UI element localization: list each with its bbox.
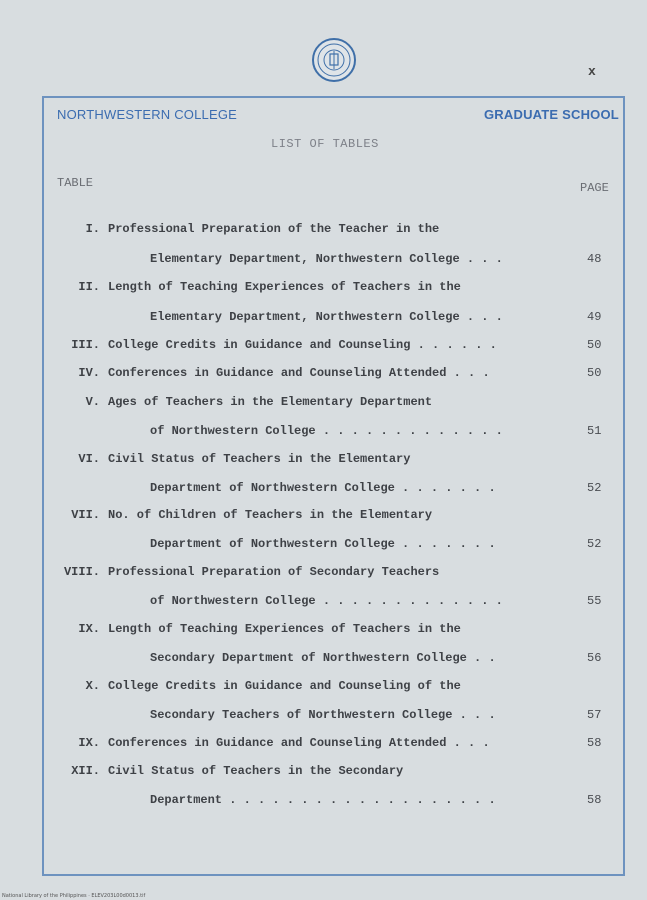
entry-number: IX. (78, 736, 100, 750)
entry-title-cont: Department of Northwestern College . . . . . . . (150, 481, 496, 495)
entry-title: Length of Teaching Experiences of Teachers in the (108, 280, 461, 294)
entry-page: 48 (587, 252, 602, 266)
page-number: x (588, 64, 596, 79)
entry-number: X. (85, 679, 100, 693)
entry-title-cont: Department of Northwestern College . . . . . . . (150, 537, 496, 551)
entry-page: 51 (587, 424, 602, 438)
entry-number: V. (85, 395, 100, 409)
column-header-page: PAGE (580, 181, 609, 195)
page-title: LIST OF TABLES (271, 137, 379, 151)
entry-title: College Credits in Guidance and Counseling of the (108, 679, 461, 693)
entry-page: 49 (587, 310, 602, 324)
entry-title-cont: Secondary Department of Northwestern College . . (150, 651, 496, 665)
scan-footer: National Library of the Philippines · ELEV203L00d0013.tif (2, 893, 146, 899)
entry-number: XII. (71, 764, 100, 778)
entry-title-cont: of Northwestern College . . . . . . . . . . . . . (150, 594, 503, 608)
entry-title-cont: of Northwestern College . . . . . . . . . . . . . (150, 424, 503, 438)
entry-title: Length of Teaching Experiences of Teachers in the (108, 622, 461, 636)
entry-title: Conferences in Guidance and Counseling Attended . . . (108, 736, 490, 750)
entry-title: Civil Status of Teachers in the Secondary (108, 764, 404, 778)
entry-page: 58 (587, 736, 602, 750)
entry-title-cont: Elementary Department, Northwestern College . . . (150, 310, 503, 324)
college-name: NORTHWESTERN COLLEGE (57, 107, 238, 122)
entry-page: 57 (587, 708, 602, 722)
entry-page: 52 (587, 537, 602, 551)
entry-title-cont: Secondary Teachers of Northwestern College . . . (150, 708, 496, 722)
entry-title: No. of Children of Teachers in the Elementary (108, 508, 433, 522)
entry-page: 50 (587, 366, 602, 380)
entry-number: III. (71, 338, 100, 352)
column-header-table: TABLE (57, 176, 94, 190)
entry-number: IX. (78, 622, 100, 636)
entry-number: IV. (78, 366, 100, 380)
entry-number: VII. (71, 508, 100, 522)
college-seal-icon (312, 38, 356, 82)
entry-title: Ages of Teachers in the Elementary Department (108, 395, 433, 409)
entry-title: Conferences in Guidance and Counseling Attended . . . (108, 366, 490, 380)
entry-title: Professional Preparation of Secondary Teachers (108, 565, 440, 579)
entry-title: Civil Status of Teachers in the Elementary (108, 452, 411, 466)
entry-page: 56 (587, 651, 602, 665)
entry-number: II. (78, 280, 100, 294)
entry-number: VI. (78, 452, 100, 466)
entry-number: I. (85, 222, 100, 236)
entry-title: Professional Preparation of the Teacher in the (108, 222, 440, 236)
entry-number: VIII. (63, 565, 100, 579)
entry-title: College Credits in Guidance and Counseling . . . . . . (108, 338, 497, 352)
school-name: GRADUATE SCHOOL (484, 107, 619, 122)
entry-page: 50 (587, 338, 602, 352)
entry-page: 55 (587, 594, 602, 608)
entry-title-cont: Department . . . . . . . . . . . . . . . . . . . (150, 793, 496, 807)
entry-page: 58 (587, 793, 602, 807)
entry-title-cont: Elementary Department, Northwestern College . . . (150, 252, 503, 266)
entry-page: 52 (587, 481, 602, 495)
